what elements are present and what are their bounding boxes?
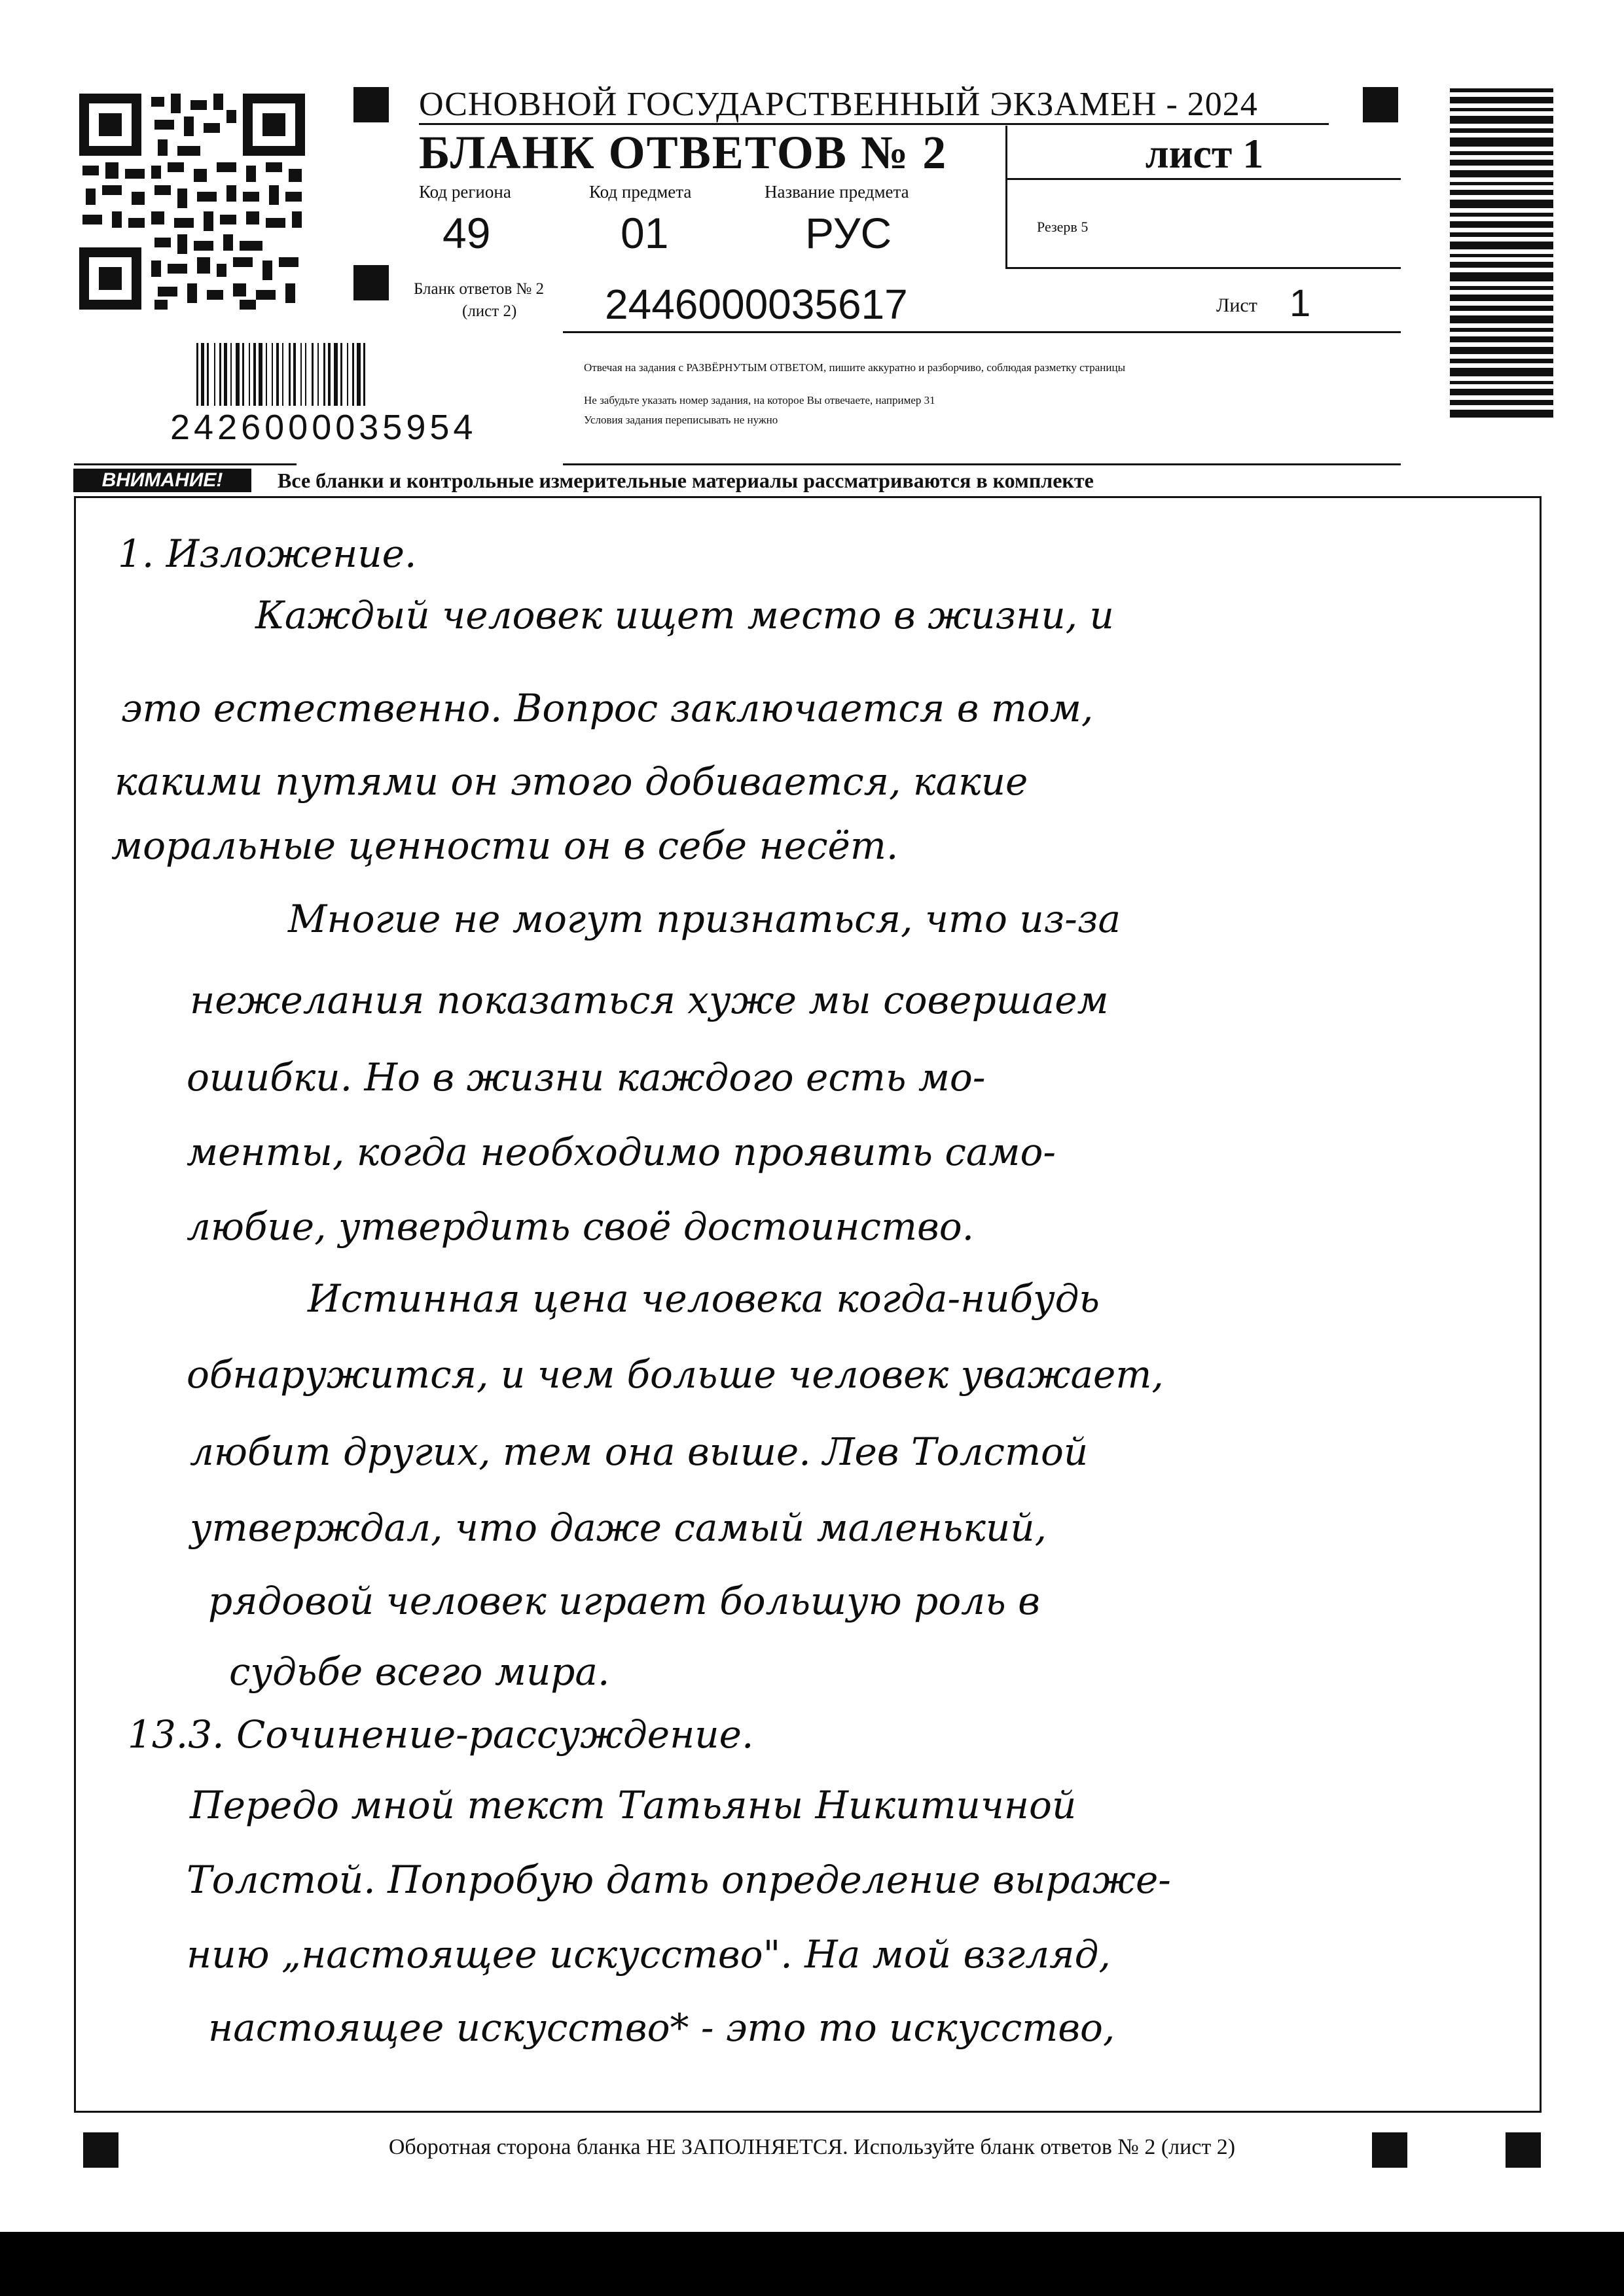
header-divider [1005, 126, 1007, 268]
barcode-bar [305, 343, 306, 406]
answer-line: нежелания показаться хуже мы совершаем [190, 978, 1109, 1022]
barcode-bar [289, 343, 291, 406]
timing-stripe [1450, 88, 1553, 92]
barcode-bar [253, 343, 256, 406]
timing-stripe [1450, 306, 1553, 311]
barcode-bar [347, 343, 348, 406]
barcode-bar [266, 343, 267, 406]
title-underline [419, 123, 1329, 125]
timing-stripe [1450, 368, 1553, 376]
barcode-bar [340, 343, 342, 406]
barcode-bar [282, 343, 283, 406]
timing-stripe [1450, 200, 1553, 208]
blank-title: БЛАНК ОТВЕТОВ № 2 [419, 126, 948, 179]
answer-line: Толстой. Попробую дать определение выраже- [187, 1857, 1171, 1902]
timing-stripe [1450, 213, 1553, 217]
timing-stripe [1450, 295, 1553, 301]
timing-stripe [1450, 160, 1553, 166]
barcode-bar [357, 343, 361, 406]
instruction-line: Условия задания переписывать не нужно [584, 414, 778, 426]
registration-mark [353, 265, 389, 300]
barcode-bar [242, 343, 244, 406]
timing-stripe [1450, 170, 1553, 177]
timing-stripe [1450, 400, 1553, 405]
answer-line: Многие не могут признаться, что из-за [288, 897, 1121, 941]
answer-line: ошибки. Но в жизни каждого есть мо- [187, 1055, 986, 1100]
ref-label: Бланк ответов № 2 [414, 280, 544, 298]
answer-line: рядовой человек играет большую роль в [208, 1579, 1040, 1623]
exam-title: ОСНОВНОЙ ГОСУДАРСТВЕННЫЙ ЭКЗАМЕН - 2024 [419, 86, 1258, 123]
answer-line: какими путями он этого добивается, какие [115, 759, 1028, 804]
timing-stripe [1450, 221, 1553, 228]
barcode-bar [363, 343, 365, 406]
header-rule [563, 331, 1401, 333]
barcode-bar [230, 343, 232, 406]
reserve-label: Резерв 5 [1037, 219, 1089, 235]
barcode-bar [259, 343, 262, 406]
timing-stripe [1450, 315, 1553, 323]
subject-name-value: РУС [805, 209, 892, 257]
answer-line: 13.3. Сочинение-рассуждение. [128, 1712, 754, 1757]
answer-line: любит других, тем она выше. Лев Толстой [190, 1429, 1089, 1474]
barcode-bar [196, 343, 198, 406]
barcode-bar [323, 343, 325, 406]
header-rule [1005, 178, 1401, 180]
sheet-number: 1 [1290, 282, 1311, 325]
qr-code [76, 90, 308, 313]
barcode-bar [293, 343, 296, 406]
barcode-digits: 2426000035954 [170, 408, 477, 447]
header-rule [563, 463, 1401, 465]
timing-stripe [1450, 410, 1553, 418]
answer-line: это естественно. Вопрос заключается в том, [121, 686, 1094, 730]
barcode-bar [272, 343, 273, 406]
barcode-bar [352, 343, 354, 406]
footer-note: Оборотная сторона бланка НЕ ЗАПОЛНЯЕТСЯ. Используйте бланк ответов № 2 (лист 2) [388, 2135, 1236, 2159]
answer-line: утверждал, что даже самый маленький, [190, 1505, 1047, 1550]
subject-code-label: Код предмета [589, 182, 692, 202]
answer-line: Истинная цена человека когда-нибудь [308, 1276, 1100, 1321]
barcode-bar [276, 343, 279, 406]
ref-label-sub: (лист 2) [462, 302, 517, 320]
answer-line: любие, утвердить своё достоинство. [187, 1204, 975, 1249]
region-label: Код региона [419, 182, 511, 202]
timing-stripes [1450, 87, 1555, 451]
barcode [196, 343, 547, 406]
barcode-bar [317, 343, 319, 406]
sheet-label: Лист [1216, 295, 1257, 316]
answer-line: обнаружится, и чем больше человек уважает, [187, 1352, 1164, 1397]
barcode-bar [334, 343, 338, 406]
barcode-bar [214, 343, 215, 406]
timing-stripe [1450, 272, 1553, 281]
timing-stripe [1450, 336, 1553, 342]
answer-line: менты, когда необходимо проявить само- [187, 1130, 1056, 1174]
answer-line: моральные ценности он в себе несёт. [111, 823, 899, 868]
timing-stripe [1450, 137, 1553, 147]
registration-mark [1363, 87, 1398, 122]
timing-stripe [1450, 190, 1553, 195]
registration-mark [353, 87, 389, 122]
scan-edge-band [0, 2232, 1624, 2296]
timing-stripe [1450, 328, 1553, 332]
sheet-title: лист 1 [1145, 130, 1264, 177]
barcode-bar [249, 343, 250, 406]
answer-line: нию „настоящее искусство". На мой взгляд, [187, 1932, 1111, 1977]
timing-stripe [1450, 359, 1553, 363]
barcode-bar [207, 343, 209, 406]
barcode-bar [312, 343, 314, 406]
answer-line: 1. Изложение. [118, 531, 417, 576]
answer-line: судьбе всего мира. [229, 1649, 610, 1694]
region-value: 49 [442, 209, 491, 257]
timing-stripe [1450, 108, 1553, 111]
attention-text: Все бланки и контрольные измерительные материалы рассматриваются в комплекте [278, 469, 1094, 492]
timing-stripe [1450, 262, 1553, 268]
header-rule [74, 463, 297, 465]
answer-line: Передо мной текст Татьяны Никитичной [190, 1783, 1077, 1827]
timing-stripe [1450, 116, 1553, 124]
header-rule [1005, 267, 1401, 269]
timing-stripe [1450, 381, 1553, 384]
barcode-bar [219, 343, 221, 406]
timing-stripe [1450, 151, 1553, 155]
timing-stripe [1450, 286, 1553, 290]
instruction-line: Не забудьте указать номер задания, на которое Вы отвечаете, например 31 [584, 394, 935, 406]
ref-number: 2446000035617 [605, 281, 908, 328]
subject-code-value: 01 [621, 209, 669, 257]
timing-stripe [1450, 128, 1553, 133]
answer-line: Каждый человек ищет место в жизни, и [255, 593, 1114, 637]
instruction-line: Отвечая на задания с РАЗВЁРНУТЫМ ОТВЕТОМ, пишите аккуратно и разборчиво, соблюдая разметку страницы [584, 361, 1126, 374]
barcode-bar [236, 343, 240, 406]
timing-stripe [1450, 389, 1553, 395]
answer-line: настоящее искусство* - это то искусство, [208, 2005, 1115, 2050]
timing-stripe [1450, 347, 1553, 354]
barcode-bar [300, 343, 302, 406]
timing-stripe [1450, 182, 1553, 185]
subject-name-label: Название предмета [765, 182, 909, 202]
timing-stripe [1450, 254, 1553, 257]
barcode-bar [224, 343, 227, 406]
timing-stripe [1450, 232, 1553, 237]
attention-badge: ВНИМАНИЕ! [73, 469, 251, 492]
barcode-bar [328, 343, 331, 406]
timing-stripe [1450, 242, 1553, 249]
timing-stripe [1450, 97, 1553, 103]
barcode-bar [201, 343, 204, 406]
